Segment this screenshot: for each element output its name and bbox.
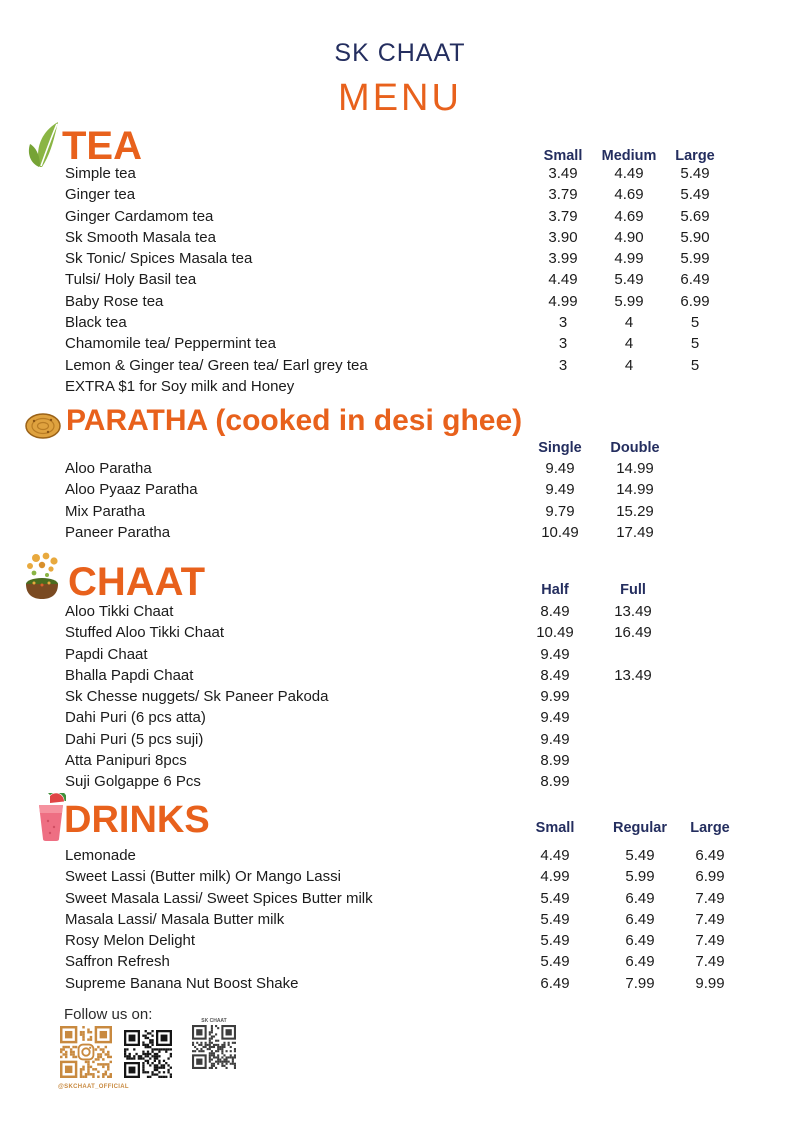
item-price: 6.49: [695, 847, 725, 864]
item-price: 3.79: [548, 186, 578, 204]
menu-title: MENU: [338, 77, 462, 119]
menu-item-row: [0, 665, 800, 686]
menu-item-row: [0, 269, 800, 290]
menu-item-row: [0, 644, 800, 665]
item-name: Chamomile tea/ Peppermint tea: [65, 335, 276, 353]
column-header: Medium: [601, 148, 657, 164]
item-price: 4.69: [614, 207, 644, 225]
item-name: Papdi Chaat: [65, 645, 148, 663]
menu-item-row: [0, 771, 800, 792]
menu-item-row: [0, 930, 800, 951]
item-price: 9.49: [540, 730, 570, 748]
column-header: Small: [535, 820, 575, 836]
item-price: 6.49: [625, 932, 655, 950]
item-price: 9.49: [540, 645, 570, 663]
item-name: Rosy Melon Delight: [65, 932, 196, 950]
item-price: 13.49: [614, 603, 652, 620]
item-name: Dahi Puri (6 pcs atta): [65, 709, 206, 727]
menu-item-row: [0, 973, 800, 994]
item-price: 5.49: [540, 910, 570, 928]
follow-us-label: Follow us on:: [64, 1006, 153, 1023]
sk-chaat-qr: [188, 1018, 240, 1074]
menu-item-row: [0, 479, 800, 500]
item-price: 5.99: [625, 868, 655, 886]
menu-item-row: [0, 845, 800, 866]
item-price: 4.99: [548, 292, 578, 310]
item-price: 9.99: [695, 974, 725, 992]
plain-qr: [124, 1030, 172, 1083]
menu-item-row: [0, 909, 800, 930]
column-header: Double: [610, 440, 660, 456]
item-price: 4.99: [614, 250, 644, 268]
column-headers: [0, 439, 800, 457]
menu-item-row: [0, 312, 800, 333]
item-price: 17.49: [616, 523, 654, 541]
item-name: Paneer Paratha: [65, 523, 171, 541]
item-price: 8.99: [540, 773, 570, 791]
column-header: Large: [690, 820, 730, 836]
item-price: 5.99: [614, 292, 644, 310]
menu-item-row: [0, 376, 800, 397]
item-price: 5: [690, 314, 700, 332]
item-price: 3: [558, 314, 568, 332]
item-price: 6.49: [680, 271, 710, 289]
item-price: 5.49: [680, 186, 710, 204]
menu-item-row: [0, 248, 800, 269]
item-price: 4.69: [614, 186, 644, 204]
column-header: Regular: [613, 820, 667, 836]
item-price: 14.99: [616, 460, 654, 477]
item-price: 9.49: [545, 481, 575, 499]
item-price: 3.90: [548, 228, 578, 246]
item-name: Lemonade: [65, 847, 136, 864]
qr-caption: SK CHAAT: [201, 1018, 227, 1024]
item-price: 7.49: [695, 953, 725, 971]
item-name: Masala Lassi/ Masala Butter milk: [65, 910, 285, 928]
item-price: 16.49: [614, 624, 652, 642]
menu-item-row: [0, 686, 800, 707]
item-price: 3: [558, 335, 568, 353]
item-price: 4.49: [614, 165, 644, 182]
item-name: Mix Paratha: [65, 502, 146, 520]
item-price: 9.99: [540, 688, 570, 706]
item-name: Atta Panipuri 8pcs: [65, 752, 187, 770]
section-paratha: [0, 403, 800, 545]
item-price: 5.69: [680, 207, 710, 225]
item-price: 9.49: [540, 709, 570, 727]
item-price: 8.49: [540, 666, 570, 684]
section-chaat: [0, 552, 800, 795]
section-drinks: [0, 793, 800, 998]
item-name: Sk Chesse nuggets/ Sk Paneer Pakoda: [65, 688, 329, 706]
item-price: 5: [690, 356, 700, 374]
paratha-icon: [24, 411, 62, 441]
item-price: 3.79: [548, 207, 578, 225]
item-name: Simple tea: [65, 165, 136, 182]
item-price: 9.79: [545, 502, 575, 520]
item-price: 6.49: [540, 974, 570, 992]
menu-item-row: [0, 206, 800, 227]
item-price: 5.49: [625, 847, 655, 864]
item-price: 15.29: [616, 502, 654, 520]
item-name: Sweet Masala Lassi/ Sweet Spices Butter milk: [65, 889, 373, 907]
item-name: Aloo Tikki Chaat: [65, 603, 174, 620]
item-price: 3: [558, 356, 568, 374]
item-price: 5.49: [614, 271, 644, 289]
menu-item-row: [0, 750, 800, 771]
item-price: 4: [624, 314, 634, 332]
item-name: Saffron Refresh: [65, 953, 170, 971]
item-price: 4.99: [540, 868, 570, 886]
column-header: Half: [541, 582, 569, 598]
menu-item-row: [0, 291, 800, 312]
menu-item-row: [0, 163, 800, 184]
menu-item-row: [0, 458, 800, 479]
column-headers: [0, 819, 800, 837]
item-price: 6.49: [625, 889, 655, 907]
menu-items: [0, 845, 800, 994]
item-price: 4: [624, 335, 634, 353]
item-name: Dahi Puri (5 pcs suji): [65, 730, 204, 748]
restaurant-name: SK CHAAT: [334, 39, 466, 67]
menu-item-row: [0, 227, 800, 248]
item-price: 6.49: [625, 910, 655, 928]
item-price: 7.49: [695, 932, 725, 950]
item-name: Black tea: [65, 314, 127, 332]
item-price: 8.49: [540, 603, 570, 620]
item-name: Aloo Pyaaz Paratha: [65, 481, 198, 499]
item-price: 14.99: [616, 481, 654, 499]
menu-item-row: [0, 707, 800, 728]
item-price: 7.49: [695, 889, 725, 907]
column-header: Small: [543, 148, 583, 164]
menu-item-row: [0, 729, 800, 750]
item-price: 5.99: [680, 250, 710, 268]
column-headers: [0, 581, 800, 599]
section-title: DRINKS: [64, 799, 210, 841]
item-name: Sk Tonic/ Spices Masala tea: [65, 250, 253, 268]
item-price: 9.49: [545, 460, 575, 477]
instagram-qr: [58, 1026, 129, 1090]
item-name: Bhalla Papdi Chaat: [65, 666, 194, 684]
item-price: 4.90: [614, 228, 644, 246]
instagram-handle: @SKCHAAT_OFFICIAL: [58, 1084, 129, 1090]
sk-chaat-qr-code: [192, 1025, 236, 1069]
item-name: Tulsi/ Holy Basil tea: [65, 271, 197, 289]
menu-item-row: [0, 622, 800, 643]
menu-item-row: [0, 522, 800, 543]
menu-item-row: [0, 866, 800, 887]
item-price: 6.99: [695, 868, 725, 886]
menu-item-row: [0, 355, 800, 376]
item-price: 10.49: [536, 624, 574, 642]
column-header: Full: [620, 582, 646, 598]
item-price: 5.49: [540, 953, 570, 971]
menu-item-row: [0, 888, 800, 909]
item-price: 10.49: [541, 523, 579, 541]
item-name: Suji Golgappe 6 Pcs: [65, 773, 201, 791]
menu-item-row: [0, 184, 800, 205]
section-title: CHAAT: [68, 560, 206, 604]
item-price: 5.49: [540, 889, 570, 907]
item-price: 4: [624, 356, 634, 374]
item-price: 4.49: [540, 847, 570, 864]
item-price: 6.49: [625, 953, 655, 971]
section-title: PARATHA (cooked in desi ghee): [66, 404, 523, 437]
item-name: Aloo Paratha: [65, 460, 152, 477]
item-price: 8.99: [540, 752, 570, 770]
item-name: Sweet Lassi (Butter milk) Or Mango Lassi: [65, 868, 341, 886]
item-name: Baby Rose tea: [65, 292, 164, 310]
menu-item-row: [0, 501, 800, 522]
menu-items: [0, 163, 800, 397]
item-price: 7.49: [695, 910, 725, 928]
section-tea: [0, 120, 800, 400]
item-price: 3.49: [548, 165, 578, 182]
item-price: 13.49: [614, 666, 652, 684]
column-header: Single: [538, 440, 582, 456]
item-name: Stuffed Aloo Tikki Chaat: [65, 624, 224, 642]
instagram-qr-code: [60, 1026, 112, 1078]
item-name: Ginger Cardamom tea: [65, 207, 214, 225]
item-name: EXTRA $1 for Soy milk and Honey: [65, 377, 295, 395]
item-price: 5.49: [540, 932, 570, 950]
column-header: Large: [675, 148, 715, 164]
menu-items: [0, 601, 800, 793]
item-price: 3.99: [548, 250, 578, 268]
item-name: Ginger tea: [65, 186, 136, 204]
item-price: 5: [690, 335, 700, 353]
item-price: 4.49: [548, 271, 578, 289]
item-price: 7.99: [625, 974, 655, 992]
menu-item-row: [0, 333, 800, 354]
item-price: 5.49: [680, 165, 710, 182]
item-name: Lemon & Ginger tea/ Green tea/ Earl grey tea: [65, 356, 368, 374]
item-price: 6.99: [680, 292, 710, 310]
menu-item-row: [0, 601, 800, 622]
menu-items: [0, 458, 800, 543]
item-name: Sk Smooth Masala tea: [65, 228, 216, 246]
section-title: TEA: [62, 124, 142, 168]
item-price: 5.90: [680, 228, 710, 246]
plain-qr-code: [124, 1030, 172, 1078]
item-name: Supreme Banana Nut Boost Shake: [65, 974, 299, 992]
menu-item-row: [0, 951, 800, 972]
